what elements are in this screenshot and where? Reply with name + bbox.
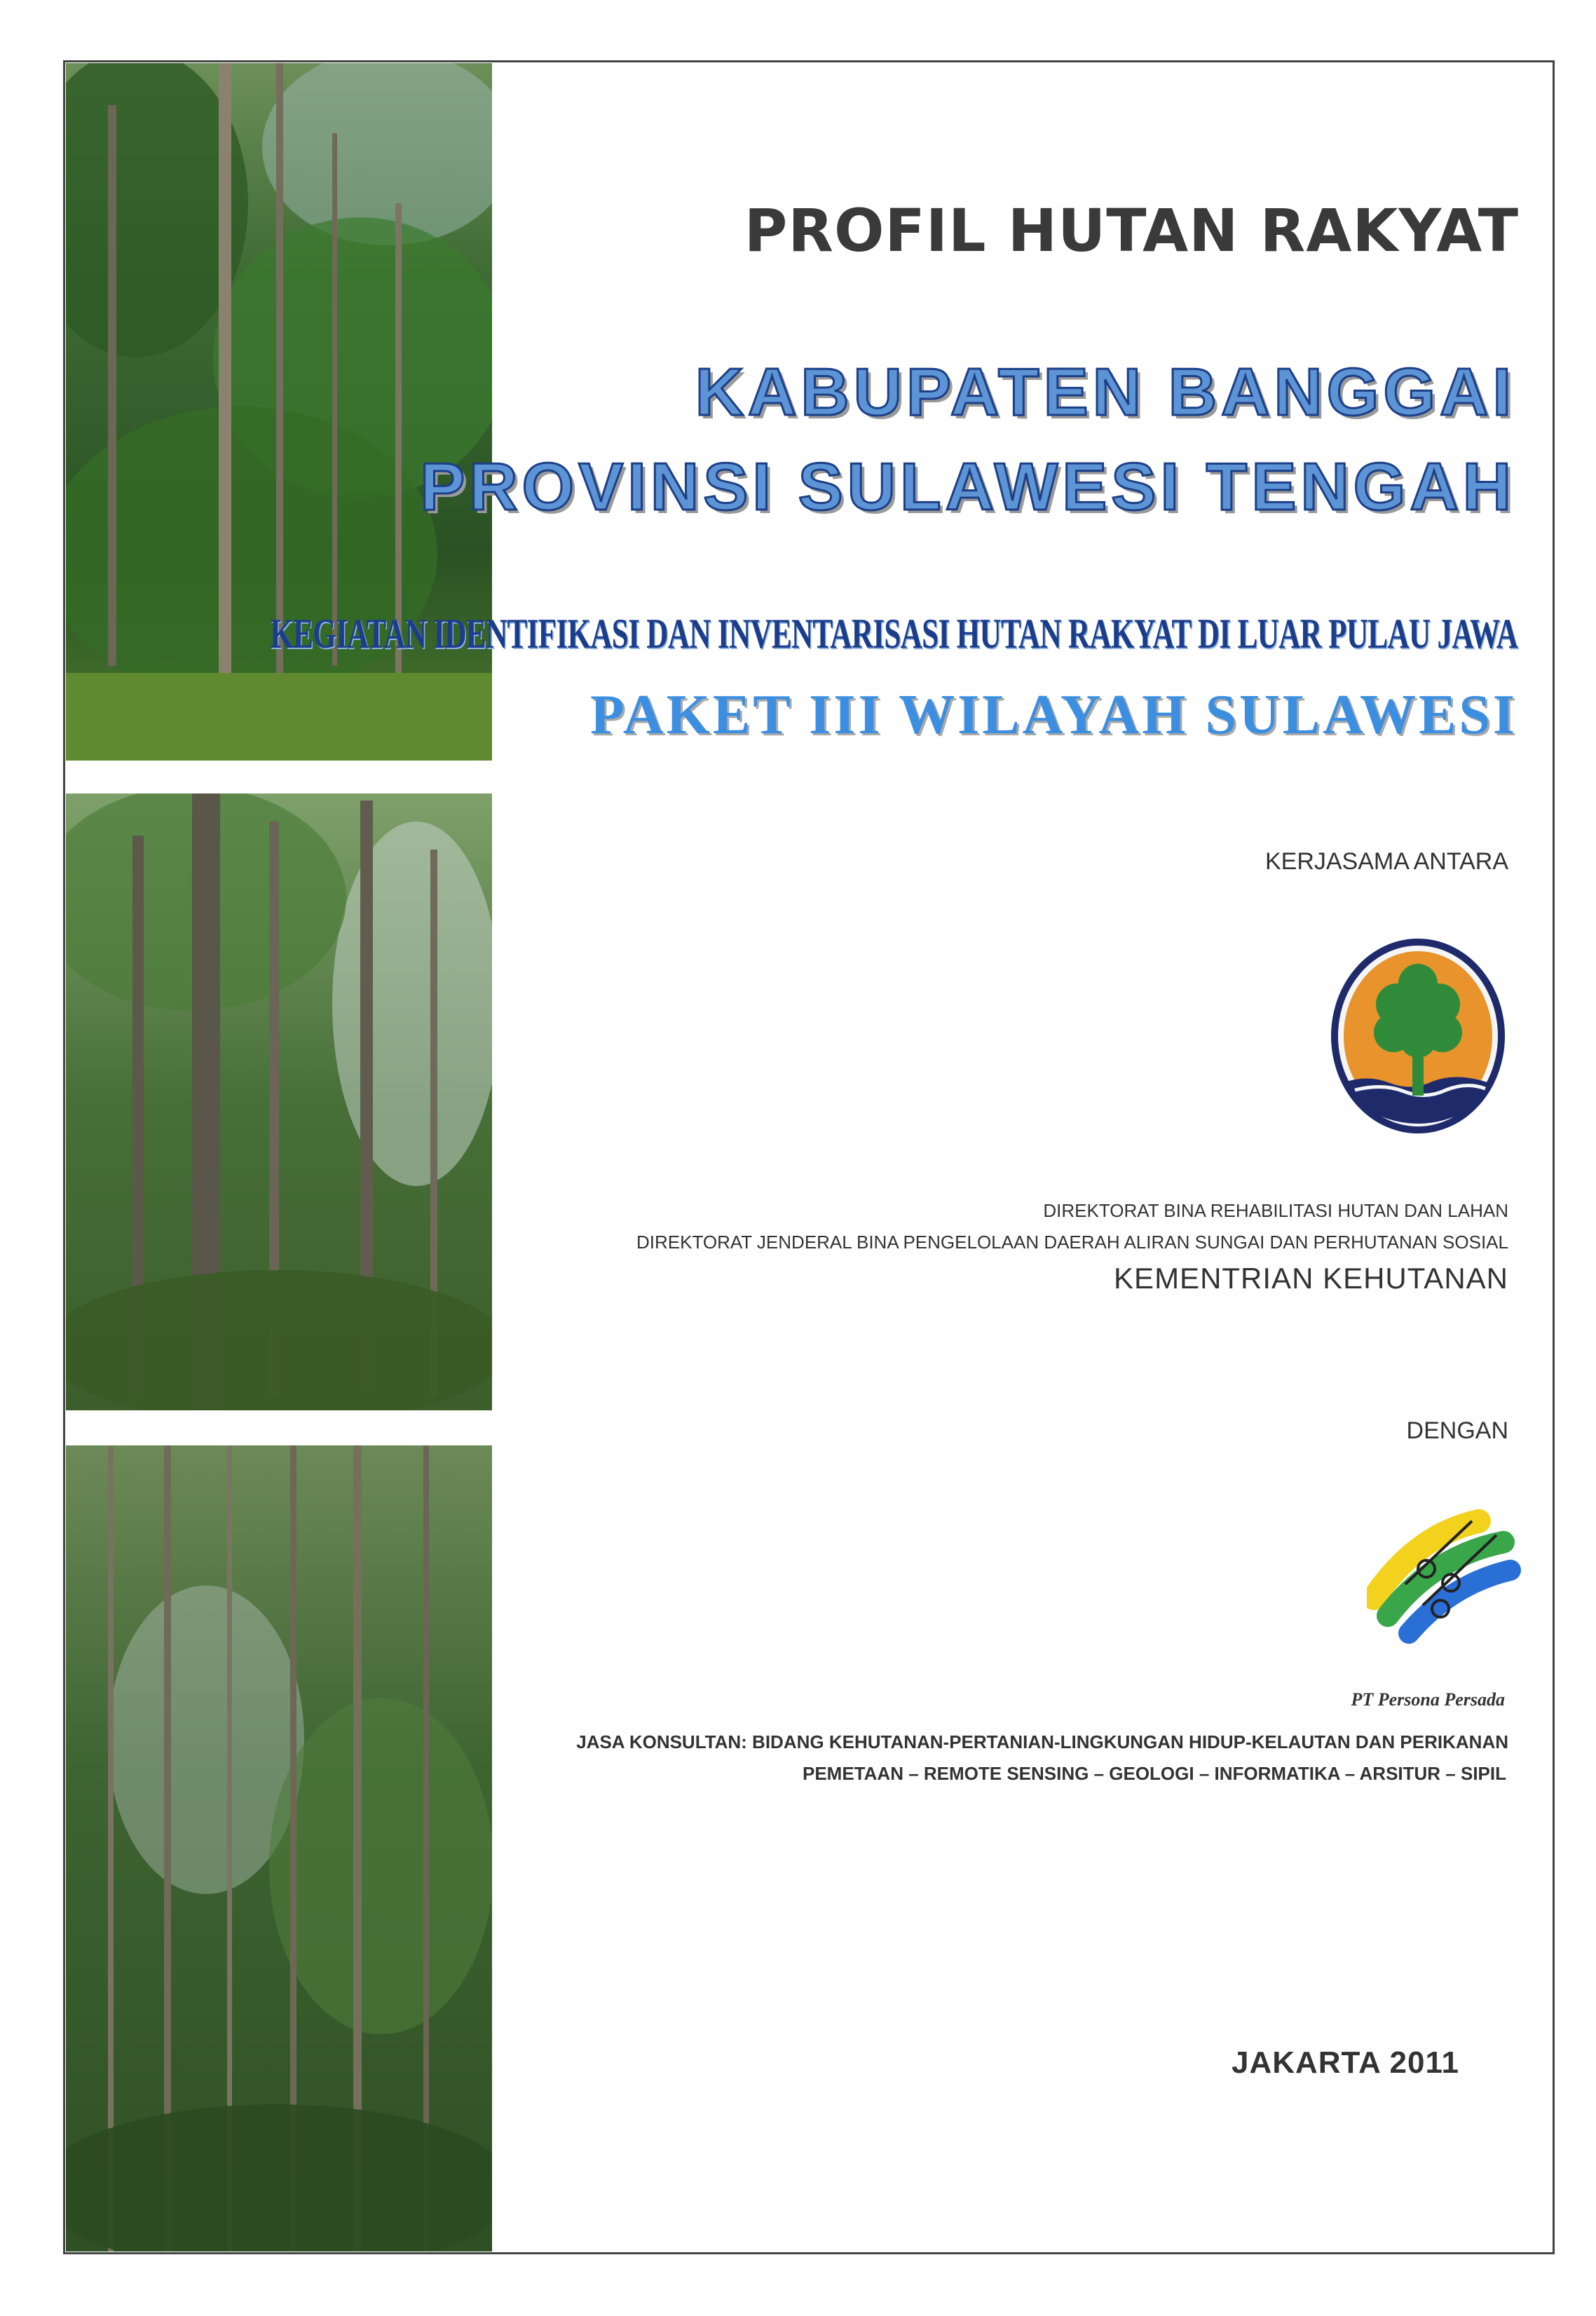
- ministry-name: KEMENTRIAN KEHUTANAN: [1114, 1262, 1508, 1295]
- colored-stripes-logo-icon: [1367, 1493, 1521, 1647]
- forest-photo-bottom: [66, 1445, 492, 2252]
- cooperation-label: KERJASAMA ANTARA: [1264, 848, 1508, 875]
- company-name: PT Persona Persada: [1351, 1689, 1505, 1710]
- province-heading: PROVINSI SULAWESI TENGAH: [420, 449, 1515, 524]
- cover-title: PROFIL HUTAN RAKYAT: [744, 196, 1519, 265]
- forest-photo-middle: [66, 793, 492, 1410]
- package-heading: PAKET III WILAYAH SULAWESI: [589, 684, 1517, 746]
- tree-emblem-icon: [1327, 934, 1509, 1138]
- place-and-year: JAKARTA 2011: [1231, 2045, 1459, 2080]
- consultant-services-line: JASA KONSULTAN: BIDANG KEHUTANAN-PERTANIAN-LINGKUNGAN HIDUP-KELAUTAN DAN PERIKANAN: [576, 1731, 1508, 1752]
- service-fields-line: PEMETAAN – REMOTE SENSING – GEOLOGI – INFORMATIKA – ARSITUR – SIPIL: [803, 1763, 1506, 1784]
- directorate-general-line: DIREKTORAT JENDERAL BINA PENGELOLAAN DAERAH ALIRAN SUNGAI DAN PERHUTANAN SOSIAL: [636, 1232, 1508, 1253]
- directorate-line: DIREKTORAT BINA REHABILITASI HUTAN DAN LAHAN: [1043, 1200, 1508, 1221]
- with-label: DENGAN: [1406, 1417, 1508, 1444]
- regency-heading: KABUPATEN BANGGAI: [695, 355, 1515, 430]
- activity-heading: KEGIATAN IDENTIFIKASI DAN INVENTARISASI HUTAN RAKYAT DI LUAR PULAU JAWA: [270, 611, 1517, 657]
